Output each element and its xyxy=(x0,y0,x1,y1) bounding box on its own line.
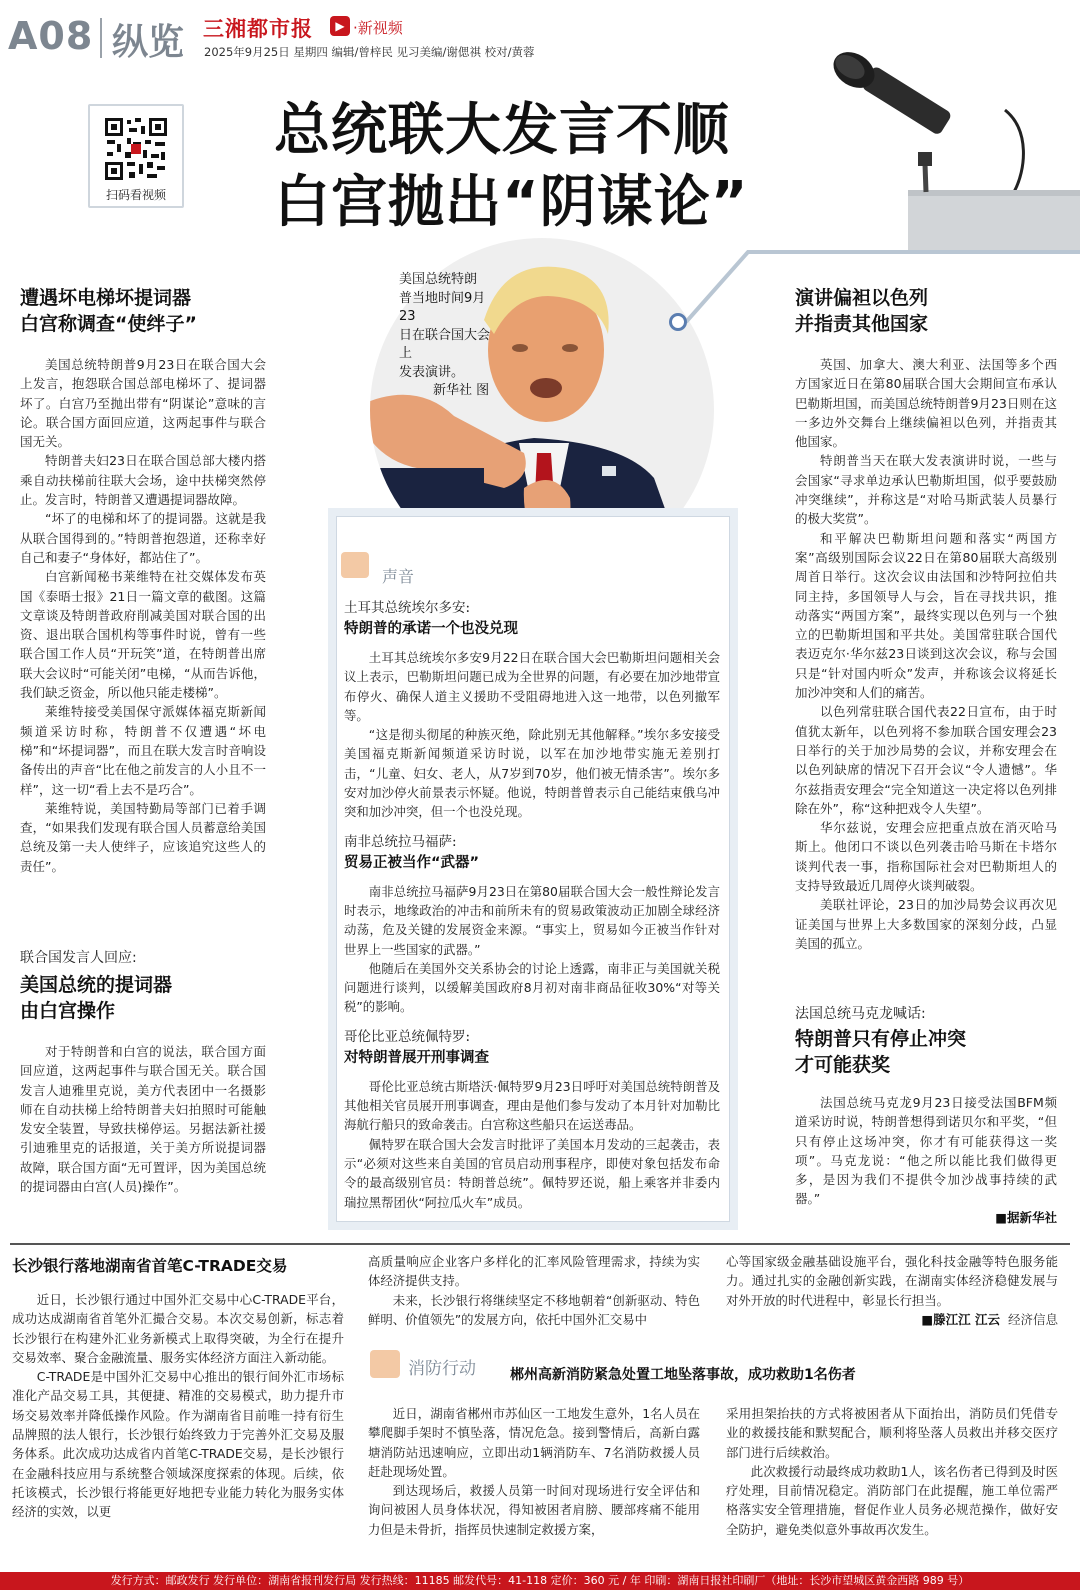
video-logo: ·新视频 xyxy=(353,19,403,37)
left-article-body xyxy=(20,355,266,876)
fire-paragraph: 采用担架抬扶的方式将被困者从下面抬出，消防员们凭借专业的救援技能和默契配合，顺利将坠落人员救出并移交医疗部门进行后续救治。 xyxy=(726,1406,1058,1460)
right-title-2: 并指责其他国家 xyxy=(795,313,929,335)
voice-2-paragraph: 南非总统拉马福萨9月23日在第80届联合国大会一般性辩论发言时表示，地缘政治的冲击和前所未有的贸易政策波动正加剧全球经济动荡，危及关键的发展资金来源。“事实上，贸易如今正被当作针对世界上一些国家的武器。” xyxy=(344,883,720,957)
microphone-illustration xyxy=(800,40,1080,250)
voice-1-paragraph: 土耳其总统埃尔多安9月22日在联合国大会巴勒斯坦问题相关会议上表示，巴勒斯坦问题已成为全世界的问题，有必要在加沙地带宣布停火、确保人道主义援助不受阻碍地进入这一地带，以色列撤军等。 xyxy=(344,650,720,723)
photo-caption xyxy=(399,271,499,401)
caption-line: 发表演讲。 xyxy=(399,364,465,380)
left-title-4: 由白宫操作 xyxy=(20,1000,116,1022)
section-divider xyxy=(10,1243,1070,1245)
voice-3-title: 对特朗普展开刑事调查 xyxy=(344,1049,489,1066)
bank-paragraph: 高质量响应企业客户多样化的汇率风险管理需求，持续为实体经济提供支持。 xyxy=(368,1254,700,1289)
voice-1-title: 特朗普的承诺一个也没兑现 xyxy=(344,621,518,637)
fire-label: 消防行动 xyxy=(408,1359,476,1379)
bank-title: 长沙银行落地湖南省首笔C-TRADE交易 xyxy=(12,1257,288,1275)
bank-source-tag: 经济信息 xyxy=(1007,1311,1058,1327)
fire-paragraph: 此次救援行动最终成功救助1人，该名伤者已得到及时医疗处理，目前情况稳定。消防部门在此提醒，施工单位需严格落实安全管理措施，督促作业人员务必规范操作，做好安全防护，避免类似意外事故再次发生。 xyxy=(726,1463,1058,1537)
bank-col-3 xyxy=(726,1252,1058,1330)
footer-text: 发行方式：邮政发行 发行单位：湖南省报刊发行局 发行热线：11185 邮发代号：41-118 定价：360 元 / 年 印刷：湖南日报社印刷厂（地址：长沙市望城区黄金西路 989 号） xyxy=(110,1574,970,1587)
headline-line-2: 白宫抛出“阴谋论” xyxy=(274,170,749,235)
right-title-1: 演讲偏袒以色列 xyxy=(795,287,929,309)
left-title-2: 白宫称调查“使绊子” xyxy=(20,313,197,335)
voice-2-lead: 南非总统拉马福萨: xyxy=(344,833,457,850)
video-badge-icon: ▶ xyxy=(330,16,350,36)
masthead-info: 2025年9月25日 星期四 编辑/曾梓民 见习美编/谢偲祺 校对/黄蓉 xyxy=(204,45,535,59)
left-article-body-2 xyxy=(20,1042,266,1196)
left-title-3: 美国总统的提词器 xyxy=(20,974,173,996)
voice-2-title: 贸易正被当作“武器” xyxy=(344,854,480,871)
voice-3-paragraph: 哥伦比亚总统古斯塔沃·佩特罗9月23日呼吁对美国总统特朗普及其他相关官员展开刑事调查，理由是他们参与发动了本月针对加勒比海航行船只的致命袭击。白宫称这些船只在运送毒品。 xyxy=(344,1078,720,1133)
bank-col-2 xyxy=(368,1252,700,1329)
bank-paragraph: 心等国家级金融基础设施平台，强化科技金融等特色服务能力。通过扎实的金融创新实践，在湖南实体经济稳健发展与对外开放的时代进程中，彰显长行担当。 xyxy=(726,1254,1058,1308)
right-article-body-2 xyxy=(795,1093,1057,1227)
fire-paragraph: 近日，湖南省郴州市苏仙区一工地发生意外，1名人员在攀爬脚手架时不慎坠落，情况危急。接到警情后，高新白露塘消防站迅速响应，立即出动1辆消防车、7名消防救援人员赶赴现场处置。 xyxy=(368,1406,700,1479)
fire-paragraph: 到达现场后，救援人员第一时间对现场进行安全评估和询问被困人员身体状况，得知被困者肩膀、腰部疼痛不能用力但是未骨折，指挥员快速制定救援方案， xyxy=(368,1483,700,1537)
right-paragraph: 华尔兹说，安理会应把重点放在消灭哈马斯上。他闭口不谈以色列袭击哈马斯在卡塔尔谈判代表一事，指称国际社会对巴勒斯坦人的支持导致最近几周停火谈判破裂。 xyxy=(795,820,1057,894)
voices-quote-icon xyxy=(341,552,369,578)
left-paragraph: 莱维特说，美国特勤局等部门已着手调查，“如果我们发现有联合国人员蓄意给美国总统及第一夫人使绊子，应该追究这些人的责任”。 xyxy=(20,800,266,874)
fire-label-icon xyxy=(370,1350,400,1378)
left-paragraph: 美国总统特朗普9月23日在联合国大会上发言，抱怨联合国总部电梯坏了、提词器坏了。白宫乃至抛出带有“阴谋论”意味的言论。联合国方面回应道，这两起事件与联合国无关。 xyxy=(20,357,266,450)
right-lead-2: 法国总统马克龙喊话: xyxy=(795,1006,926,1022)
center-content xyxy=(344,598,720,1212)
right-paragraph: 和平解决巴勒斯坦问题和落实“两国方案”高级别国际会议22日在第80届联大高级别周首日举行。这次会议由法国和沙特阿拉伯共同主持，多国领导人与会，旨在寻找共识，推动落实“两国方案”，最终实现以色列与一个独立的巴勒斯坦国和平共处。美国常驻联合国代表迈克尔·华尔兹23日谈到这次会议，称与会国只是“针对国内听众”发声，并称该会议将延长加沙冲突和人们的痛苦。 xyxy=(795,530,1057,701)
right-paragraph: 英国、加拿大、澳大利亚、法国等多个西方国家近日在第80届联合国大会期间宣布承认巴勒斯坦国，而美国总统特朗普9月23日则在这一多边外交舞台上继续偏袒以色列，并指责其他国家。 xyxy=(795,357,1057,450)
right-paragraph: 法国总统马克龙9月23日接受法国BFM频道采访时说，特朗普想得到诺贝尔和平奖，“但只有停止这场冲突，你才有可能获得这一奖项”。马克龙说：“他之所以能比我们做得更多，是因为我们不提供令加沙战事持续的武器。” xyxy=(795,1095,1057,1207)
left-lead-2: 联合国发言人回应: xyxy=(20,950,137,966)
section-name: 纵览 xyxy=(112,22,185,63)
bank-paragraph: 近日，长沙银行通过中国外汇交易中心C-TRADE平台，成功达成湖南省首笔外汇撮合交易。本次交易创新，标志着长沙银行在构建外汇业务新模式上取得突破，为全行在提升交易效率、聚合金融流量、服务实体经济方面注入新动能。 xyxy=(12,1292,344,1365)
left-paragraph: 白宫新闻秘书莱维特在社交媒体发布英国《泰晤士报》21日一篇文章的截图。这篇文章谈及特朗普政府削减美国对联合国的出资、退出联合国机构等事件时说，曾有一些联合国工作人员“开玩笑”道，在特朗普出席联大会议时“可能关闭”电梯，“从而告诉他，我们缺乏资金，所以他只能走楼梯”。 xyxy=(20,569,266,701)
right-title-3: 特朗普只有停止冲突 xyxy=(795,1028,967,1050)
left-paragraph: 特朗普夫妇23日在联合国总部大楼内搭乘自动扶梯前往联大会场，途中扶梯突然停止。发言时，特朗普又遭遇提词器故障。 xyxy=(20,453,266,508)
caption-line: 普当地时间9月23 xyxy=(399,290,486,324)
voice-1-lead: 土耳其总统埃尔多安: xyxy=(344,600,471,616)
fire-label-box xyxy=(368,1346,498,1382)
left-paragraph: 莱维特接受美国保守派媒体福克斯新闻频道采访时称，特朗普不仅遭遇“坏电梯”和“坏提词器”，而且在联大发言时音响设备传出的声音“比在他之前发言的人小且不一样”，这一切“看上去不是巧合”。 xyxy=(20,704,266,797)
voice-1-paragraph: “这是彻头彻尾的种族灭绝，除此别无其他解释。”埃尔多安接受美国福克斯新闻频道采访时说，以军在加沙地带实施无差别打击，“儿童、妇女、老人，从7岁到70岁，他们被无情杀害”。埃尔多安对加沙停火前景表示怀疑。他说，特朗普曾表示自己能结束俄乌冲突和加沙冲突，但一个也没兑现。 xyxy=(344,727,720,820)
right-title-4: 才可能获奖 xyxy=(795,1054,891,1076)
bank-paragraph: 未来，长沙银行将继续坚定不移地朝着“创新驱动、特色鲜明、价值领先”的发展方向，依托中国外汇交易中 xyxy=(368,1292,700,1327)
masthead-divider xyxy=(100,18,102,58)
bank-source xyxy=(726,1310,1058,1330)
fire-col-2 xyxy=(726,1404,1058,1539)
voice-3-lead: 哥伦比亚总统佩特罗: xyxy=(344,1028,471,1045)
right-paragraph: 以色列常驻联合国代表22日宣布，由于时值犹太新年，以色列将不参加联合国安理会23日举行的关于加沙局势的会议，并称安理会在以色列缺席的情况下召开会议“令人遗憾”。华尔兹指责安理会“完全知道这一决定将以色列排除在外”，称“这种把戏令人失望”。 xyxy=(795,704,1057,816)
left-title-1: 遭遇坏电梯坏提词器 xyxy=(20,287,192,309)
qr-block[interactable] xyxy=(88,104,184,208)
right-article-body xyxy=(795,355,1057,953)
photo-credit: 新华社 图 xyxy=(433,383,490,398)
left-paragraph: “坏了的电梯和坏了的提词器。这就是我从联合国得到的。”特朗普抱怨道，还称幸好自己和妻子“身体好，都站住了”。 xyxy=(20,511,266,565)
fire-title: 郴州高新消防紧急处置工地坠落事故，成功救助1名伤者 xyxy=(510,1367,856,1383)
left-paragraph: 对于特朗普和白宫的说法，联合国方面回应道，这两起事件与联合国无关。联合国发言人迪雅里克说，美方代表团中一名摄影师在自动扶梯上给特朗普夫妇拍照时可能触发安全装置，导致扶梯停运。另据法新社援引迪雅里克的话报道，关于美方所说提词器故障，联合国方面“无可置评，因为美国总统的提词器由白宫(人员)操作”。 xyxy=(20,1044,266,1195)
fire-col-1 xyxy=(368,1404,700,1539)
bank-source-author: ■滕江江 江云 xyxy=(921,1311,1000,1327)
right-paragraph: 美联社评论，23日的加沙局势会议再次见证美国与世界上大多数国家的深刻分歧，凸显美国的孤立。 xyxy=(795,897,1057,951)
qr-label: 扫码看视频 xyxy=(105,188,166,202)
headline-line-1: 总统联大发言不顺 xyxy=(274,98,730,163)
connector-circle-icon xyxy=(669,313,687,331)
caption-line: 美国总统特朗 xyxy=(399,272,478,287)
right-source: ■据新华社 xyxy=(995,1209,1057,1225)
voices-box-title: 声音 xyxy=(382,567,415,586)
page-number: A08 xyxy=(8,14,94,58)
right-paragraph: 特朗普当天在联大发表演讲时说，一些与会国家“寻求单边承认巴勒斯坦国，似乎要鼓励冲突继续”，并称这是“对哈马斯武装人员暴行的极大奖赏”。 xyxy=(795,453,1057,527)
qr-code[interactable] xyxy=(103,116,169,182)
bank-col-1 xyxy=(12,1290,344,1522)
voice-2-paragraph: 他随后在美国外交关系协会的讨论上透露，南非正与美国就关税问题进行谈判，以缓解美国政府8月初对南非商品征收30%“对等关税”的影响。 xyxy=(344,960,720,1015)
voice-3-paragraph: 佩特罗在联合国大会发言时批评了美国本月发动的三起袭击，表示“必须对这些来自美国的官员启动刑事程序，即使对象包括发布命令的最高级别官员：特朗普总统”。佩特罗还说，船上乘客并非委内瑞拉黑帮团伙“阿拉瓜火车”成员。 xyxy=(344,1136,720,1210)
paper-logo: 三湘都市报 xyxy=(203,17,313,41)
bank-paragraph: C-TRADE是中国外汇交易中心推出的银行间外汇市场标准化产品交易工具，其便捷、精准的交易模式，助力提升市场交易效率并降低操作风险。作为湖南省目前唯一持有衍生品牌照的法人银行，长沙银行始终致力于完善外汇交易及服务体系。此次成功达成省内首笔C-TRADE交易，是长沙银行在金融科技应用与系统整合领域深度探索的体现。后续，依托该模式，长沙银行将能更好地把专业能力转化为服务实体经济的实效，以更 xyxy=(12,1369,344,1520)
caption-line: 日在联合国大会上 xyxy=(399,327,491,361)
